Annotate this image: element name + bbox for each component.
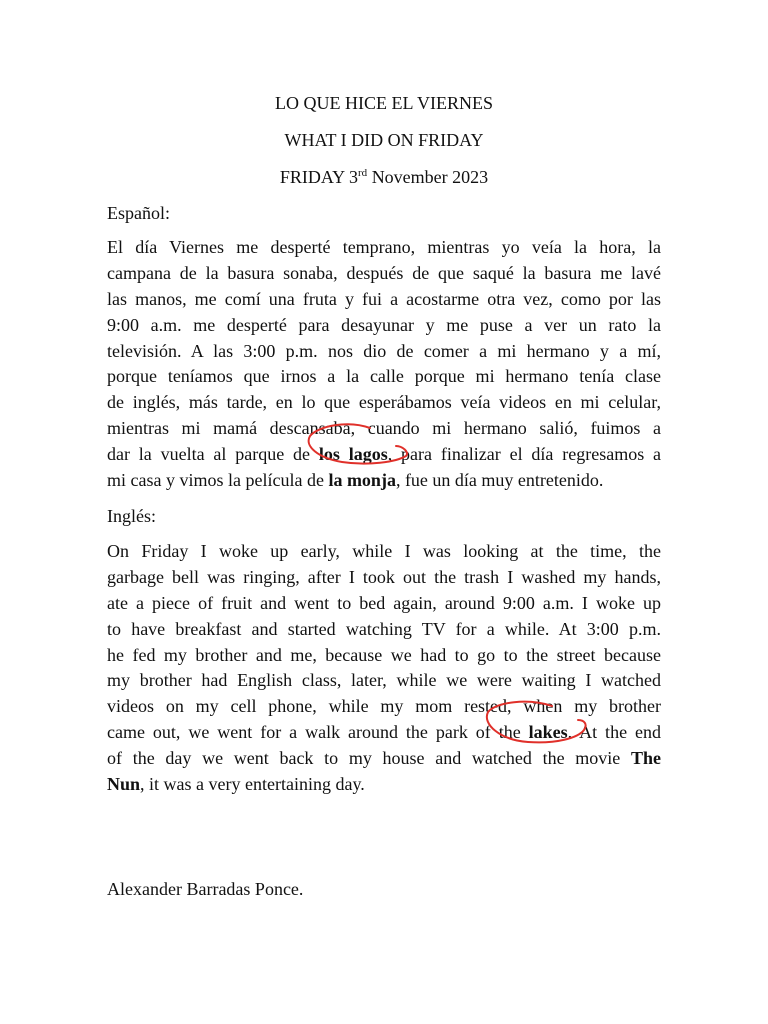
english-line: he fed my brother and me, because we had to go to the street because <box>107 644 661 665</box>
english-line: garbage bell was ringing, after I took out the trash I washed my hands, <box>107 566 661 587</box>
spanish-line: mientras mi mamá descansaba, cuando mi hermano salió, fuimos a <box>107 418 661 439</box>
bold-la-monja: la monja <box>328 470 396 491</box>
date-day: FRIDAY 3 <box>279 167 359 187</box>
bold-the: The <box>630 748 661 769</box>
title-spanish: LO QUE HICE EL VIERNES <box>275 93 493 113</box>
spanish-line9-post: , para finalizar el día regresamos a <box>387 444 661 465</box>
spanish-line: campana de la basura sonaba, después de que saqué la basura me lavé <box>107 262 661 283</box>
english-line <box>107 772 661 798</box>
spanish-paragraph <box>107 235 661 494</box>
bold-nun: Nun <box>107 774 141 795</box>
english-line10-post: , it was a very entertaining day. <box>140 774 365 795</box>
spanish-line10-post: , fue un día muy entretenido. <box>395 470 604 491</box>
english-line: videos on my cell phone, while my mom rested, when my brother <box>107 696 661 717</box>
date-line <box>0 166 768 188</box>
english-line9-pre: of the day we went back to my house and watched the movie <box>107 748 631 769</box>
date-ordinal: rd <box>358 167 368 179</box>
signature: Alexander Barradas Ponce. <box>107 879 304 899</box>
english-label: Inglés: <box>107 506 156 526</box>
spanish-line9-pre: dar la vuelta al parque de <box>107 444 319 465</box>
english-line: ate a piece of fruit and went to bed again, around 9:00 a.m. I woke up <box>107 592 661 613</box>
spanish-line <box>107 442 661 468</box>
english-line: On Friday I woke up early, while I was looking at the time, the <box>107 541 661 561</box>
english-line: to have breakfast and started watching TV for a while. At 3:00 p.m. <box>107 618 661 639</box>
title-english: WHAT I DID ON FRIDAY <box>284 130 484 150</box>
english-line <box>107 720 661 746</box>
spanish-line: El día Viernes me desperté temprano, mientras yo veía la hora, la <box>107 237 661 257</box>
english-line8-pre: came out, we went for a walk around the park of the <box>107 722 529 743</box>
english-paragraph <box>107 539 661 798</box>
spanish-line10-pre: mi casa y vimos la película de <box>107 470 329 491</box>
english-line8-post: . At the end <box>567 722 661 743</box>
date-rest: November 2023 <box>367 167 489 187</box>
spanish-line: porque teníamos que irnos a la calle porque mi hermano tenía clase <box>107 366 661 387</box>
bold-los-lagos: los lagos <box>318 444 388 465</box>
spanish-line: las manos, me comí una fruta y fui a acostarme otra vez, como por las <box>107 288 661 309</box>
spanish-label: Español: <box>107 203 170 223</box>
spanish-line <box>107 468 661 494</box>
spanish-line: 9:00 a.m. me desperté para desayunar y me puse a ver un rato la <box>107 314 661 335</box>
bold-lakes: lakes <box>528 722 568 743</box>
spanish-line: de inglés, más tarde, en lo que esperábamos veía videos en mi celular, <box>107 392 661 413</box>
spanish-line: televisión. A las 3:00 p.m. nos dio de comer a mi hermano y a mí, <box>107 340 661 361</box>
english-line <box>107 746 661 772</box>
english-line: my brother had English class, later, while we were waiting I watched <box>107 670 661 691</box>
